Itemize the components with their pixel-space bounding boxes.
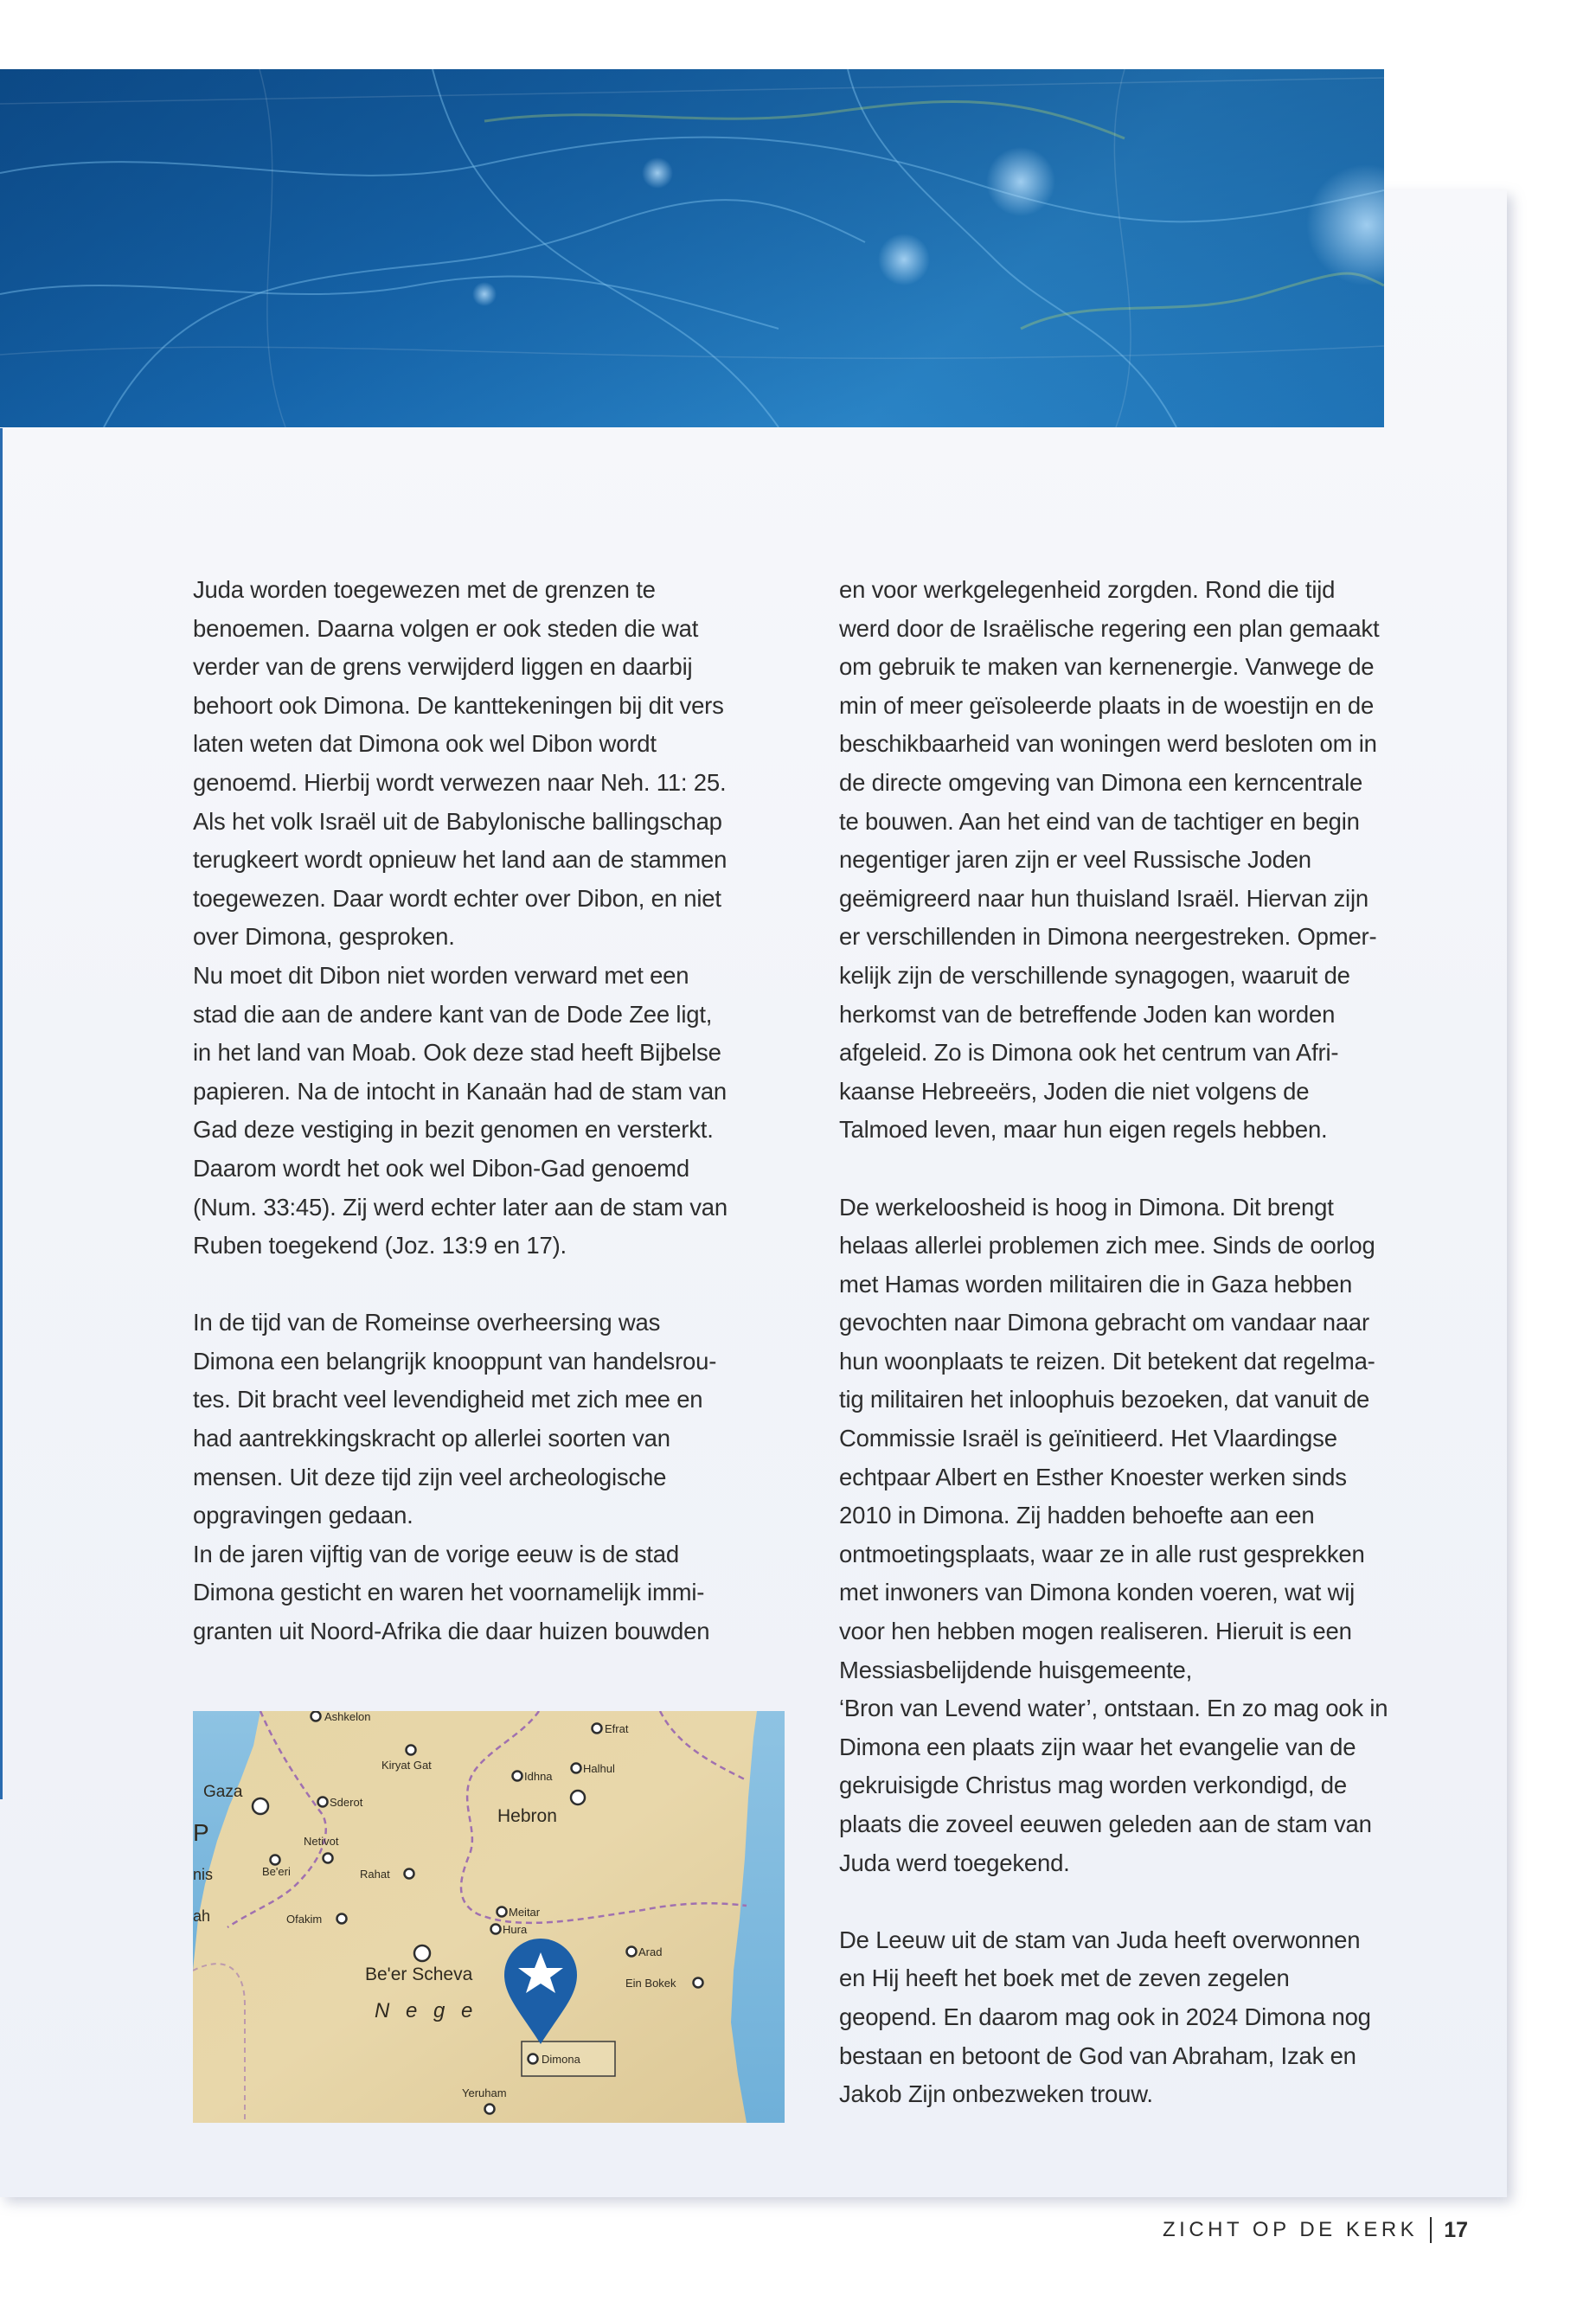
map-label-edge: ah [193,1907,211,1925]
text-line: Dimona gesticht en waren het voornamelijk immi- [193,1579,705,1606]
map-label-hura: Hura [503,1923,528,1936]
map-label-dimona: Dimona [542,2053,580,2066]
text-line [839,1882,1445,1921]
text-line: hun woonplaats te reizen. Dit betekent dat regelma- [839,1347,1375,1375]
map-label-hebron: Hebron [497,1806,557,1826]
text-line: In de jaren vijftig van de vorige eeuw is de stad [193,1540,679,1567]
map-label-rahat: Rahat [360,1868,390,1881]
text-line: had aantrekkingskracht op allerlei soorten van [193,1425,670,1452]
text-line: de directe omgeving van Dimona een kerncentrale [839,768,1363,796]
text-line: Ruben toegekend (Joz. 13:9 en 17). [193,1232,567,1259]
map-label-edge: P [193,1819,209,1846]
footer-divider [1430,2217,1432,2243]
text-line: Nu moet dit Dibon niet worden verward met een [193,961,689,989]
text-line: kelijk zijn de verschillende synagogen, waaruit de [839,961,1350,989]
map-town-marker [593,1724,602,1734]
map-town-marker [491,1925,501,1934]
map-label-beer-scheva: Be'er Scheva [365,1965,473,1984]
text-line: Juda worden toegewezen met de grenzen te [193,576,656,603]
article-column-left [193,571,790,1651]
text-line: granten uit Noord-Afrika die daar huizen bouwden [193,1618,710,1645]
text-line: papieren. Na de intocht in Kanaän had de stam van [193,1077,727,1105]
left-accent-rule [0,428,3,1799]
text-line: mensen. Uit deze tijd zijn veel archeologische [193,1463,667,1490]
map-town-marker [405,1869,414,1879]
map-label-meitar: Meitar [509,1906,541,1919]
text-line: ‘Bron van Levend water’, ontstaan. En zo mag ook in [839,1695,1388,1722]
text-line: Talmoed leven, maar hun eigen regels hebben. [839,1116,1328,1144]
map-town-marker [253,1798,268,1814]
text-line: ontmoetingsplaats, waar ze in alle rust gesprekken [839,1540,1365,1567]
map-label-negev: N e g e [375,1999,478,2022]
text-line: tig militairen het inloophuis bezoeken, dat vanuit de [839,1386,1370,1413]
page-number: 17 [1444,2217,1468,2242]
text-line: gekruisigde Christus mag worden verkondigd, de [839,1772,1347,1799]
text-line: en Hij heeft het boek met de zeven zegelen [839,1965,1290,1992]
map-label-ein-bokek: Ein Bokek [625,1977,676,1990]
text-line: met inwoners van Dimona konden voeren, wat wij [839,1579,1356,1606]
text-line: er verschillenden in Dimona neergestreken. Opmer- [839,923,1377,951]
map-town-marker [311,1712,321,1721]
map-town-marker [407,1746,416,1755]
text-line: helaas allerlei problemen zich mee. Sinds de oorlog [839,1232,1375,1259]
text-line: herkomst van de betreffende Joden kan worden [839,1000,1336,1028]
text-line: 2010 in Dimona. Zij hadden behoefte aan een [839,1502,1315,1529]
text-line: De werkeloosheid is hoog in Dimona. Dit brengt [839,1193,1334,1221]
map-label-yeruham: Yeruham [462,2086,507,2099]
map-label-arad: Arad [638,1945,663,1958]
map-label-gaza: Gaza [203,1783,243,1801]
text-line: tes. Dit bracht veel levendigheid met zich mee en [193,1386,703,1413]
text-line: behoort ook Dimona. De kanttekeningen bij dit vers [193,691,724,719]
text-line: Messiasbelijdende huisgemeente, [839,1656,1193,1683]
map-town-marker [572,1764,581,1773]
text-line: en voor werkgelegenheid zorgden. Rond die tijd [839,576,1336,603]
text-line [193,1266,790,1304]
map-label-ashkelon: Ashkelon [324,1711,371,1723]
text-line: plaats die zoveel eeuwen geleden aan de stam van [839,1811,1372,1837]
text-line: Juda werd toegekend. [839,1849,1070,1876]
text-line: terugkeert wordt opnieuw het land aan de stammen [193,846,727,874]
text-line: beschikbaarheid van woningen werd besloten om in [839,730,1377,758]
text-line: Als het volk Israël uit de Babylonische ballingschap [193,807,722,835]
text-line: In de tijd van de Romeinse overheersing was [193,1309,661,1336]
text-line: verder van de grens verwijderd liggen en daarbij [193,653,693,681]
map-town-marker [497,1907,507,1917]
map-town-marker [571,1791,585,1804]
text-line: toegewezen. Daar wordt echter over Dibon, en niet [193,884,721,912]
text-line: (Num. 33:45). Zij werd echter later aan de stam van [193,1193,727,1221]
text-line: Gad deze vestiging in bezit genomen en versterkt. [193,1116,714,1144]
header-banner-image [0,69,1384,427]
text-line [839,1150,1445,1189]
text-line: met Hamas worden militairen die in Gaza hebben [839,1270,1353,1298]
map-town-marker [271,1856,280,1865]
text-line: opgravingen gedaan. [193,1502,413,1529]
page-footer [1163,2217,1468,2243]
text-line: voor hen hebben mogen realiseren. Hieruit is een [839,1618,1352,1645]
map-town-marker [513,1772,522,1781]
text-line: genoemd. Hierbij wordt verwezen naar Neh. 11: 25. [193,768,727,796]
map-town-marker [337,1914,347,1924]
map-label-netivot: Netivot [304,1835,339,1848]
text-line: echtpaar Albert en Esther Knoester werken sinds [839,1463,1347,1490]
magazine-title: ZICHT OP DE KERK [1163,2218,1419,2241]
text-line: laten weten dat Dimona ook wel Dibon wordt [193,730,657,758]
text-line: stad die aan de andere kant van de Dode Zee ligt, [193,1000,713,1028]
map-town-marker [414,1945,430,1961]
text-line: Dimona een belangrijk knooppunt van handelsrou- [193,1347,717,1375]
text-line: Dimona een plaats zijn waar het evangelie van de [839,1733,1356,1760]
text-line: Commissie Israël is geïnitieerd. Het Vlaardingse [839,1425,1337,1452]
text-line: De Leeuw uit de stam van Juda heeft overwonnen [839,1926,1361,1953]
map-label-edge: nis [193,1866,214,1883]
map-label-kiryat-gat: Kiryat Gat [381,1759,432,1772]
map-town-marker [694,1978,703,1988]
map-town-marker [529,2054,538,2064]
map-town-marker [485,2105,495,2114]
map-town-marker [627,1947,637,1957]
text-line: in het land van Moab. Ook deze stad heeft Bijbelse [193,1039,721,1067]
dimona-map [193,1711,785,2123]
text-line: min of meer geïsoleerde plaats in de woestijn en de [839,691,1375,719]
text-line: geopend. En daarom mag ook in 2024 Dimona nog [839,2003,1371,2030]
map-label-beeri: Be'eri [262,1865,291,1878]
map-label-ofakim: Ofakim [286,1913,323,1926]
banner-map-texture [0,69,1384,427]
text-line: Jakob Zijn onbezweken trouw. [839,2080,1153,2108]
map-label-efrat: Efrat [605,1722,629,1735]
text-line: gevochten naar Dimona gebracht om vandaar naar [839,1309,1369,1336]
text-line: geëmigreerd naar hun thuisland Israël. Hiervan zijn [839,884,1368,912]
text-line: te bouwen. Aan het eind van de tachtiger en begin [839,807,1360,835]
text-line: benoemen. Daarna volgen er ook steden die wat [193,614,699,642]
map-town-marker [324,1854,333,1863]
text-line: Daarom wordt het ook wel Dibon-Gad genoemd [193,1154,689,1182]
article-column-right [839,571,1445,2114]
map-label-sderot: Sderot [330,1796,363,1809]
text-line: over Dimona, gesproken. [193,923,455,951]
map-town-marker [318,1798,328,1807]
text-line: werd door de Israëlische regering een plan gemaakt [839,614,1380,642]
text-line: kaanse Hebreeërs, Joden die niet volgens de [839,1077,1310,1105]
text-line: om gebruik te maken van kernenergie. Vanwege de [839,653,1375,681]
text-line: negentiger jaren zijn er veel Russische Joden [839,846,1311,874]
map-label-idhna: Idhna [524,1770,553,1783]
text-line: bestaan en betoont de God van Abraham, Izak en [839,2041,1356,2069]
map-label-halhul: Halhul [583,1762,615,1775]
text-line: afgeleid. Zo is Dimona ook het centrum van Afri- [839,1039,1339,1067]
